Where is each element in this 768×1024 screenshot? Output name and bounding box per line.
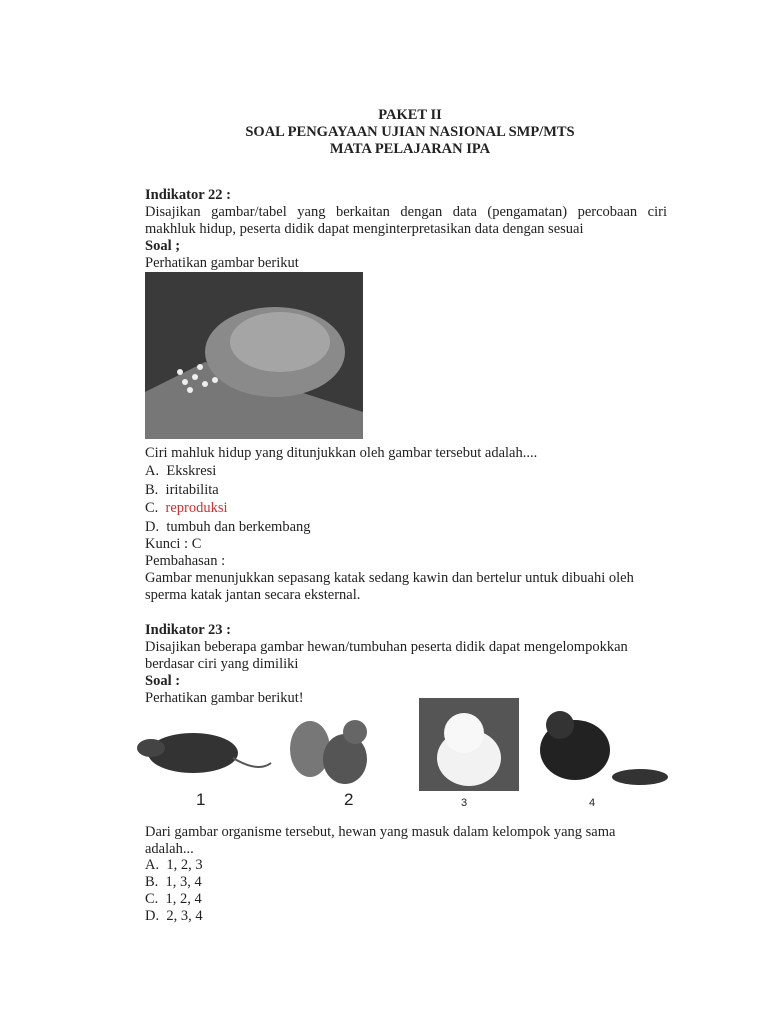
q23-option-b: B. 1, 3, 4 (145, 874, 202, 890)
squirrel-image (285, 714, 377, 788)
rat-image (133, 718, 273, 788)
q23-soal: Soal : (145, 673, 181, 689)
header-line1: PAKET II (378, 107, 442, 123)
q23-desc1: Disajikan beberapa gambar hewan/tumbuhan peserta didik dapat mengelompokkan (145, 639, 628, 655)
q22-option-a: A. Ekskresi (145, 463, 217, 479)
q23-question1: Dari gambar organisme tersebut, hewan yang masuk dalam kelompok yang sama (145, 824, 616, 840)
q22-desc1: Disajikan gambar/tabel yang berkaitan dengan data (pengamatan) percobaan ciri (145, 204, 667, 220)
image-label-1: 1 (196, 790, 206, 809)
q23-indikator: Indikator 23 : (145, 622, 231, 638)
header-line2: SOAL PENGAYAAN UJIAN NASIONAL SMP/MTS (245, 124, 575, 140)
kitten-image (419, 698, 519, 791)
q22-option-c: C. reproduksi (145, 500, 228, 516)
frog-photo (145, 272, 363, 439)
q22-prompt: Perhatikan gambar berikut (145, 255, 299, 271)
q23-question2: adalah... (145, 841, 194, 857)
q23-prompt: Perhatikan gambar berikut! (145, 690, 304, 706)
header-line3: MATA PELAJARAN IPA (329, 141, 491, 157)
q23-option-d: D. 2, 3, 4 (145, 908, 203, 924)
q22-question: Ciri mahluk hidup yang ditunjukkan oleh gambar tersebut adalah.... (145, 445, 538, 461)
q22-indikator: Indikator 22 : (145, 187, 231, 203)
q22-soal: Soal ; (145, 238, 181, 254)
image-label-4: 4 (589, 797, 596, 809)
q22-pembahasan: Pembahasan : (145, 553, 226, 569)
q22-expl2: sperma katak jantan secara eksternal. (145, 587, 361, 603)
q22-kunci: Kunci : C (145, 536, 202, 552)
q22-option-b: B. iritabilita (145, 482, 219, 498)
q23-desc2: berdasar ciri yang dimiliki (145, 656, 299, 672)
image-label-2: 2 (344, 790, 354, 809)
q22-option-d: D. tumbuh dan berkembang (145, 519, 311, 535)
q23-option-a: A. 1, 2, 3 (145, 857, 203, 873)
q22-desc2: makhluk hidup, peserta didik dapat menginterpretasikan data dengan sesuai (145, 221, 584, 237)
beaver-image (530, 705, 670, 790)
q22-expl1: Gambar menunjukkan sepasang katak sedang kawin dan bertelur untuk dibuahi oleh (145, 570, 634, 586)
image-label-3: 3 (461, 797, 468, 809)
q23-option-c: C. 1, 2, 4 (145, 891, 202, 907)
